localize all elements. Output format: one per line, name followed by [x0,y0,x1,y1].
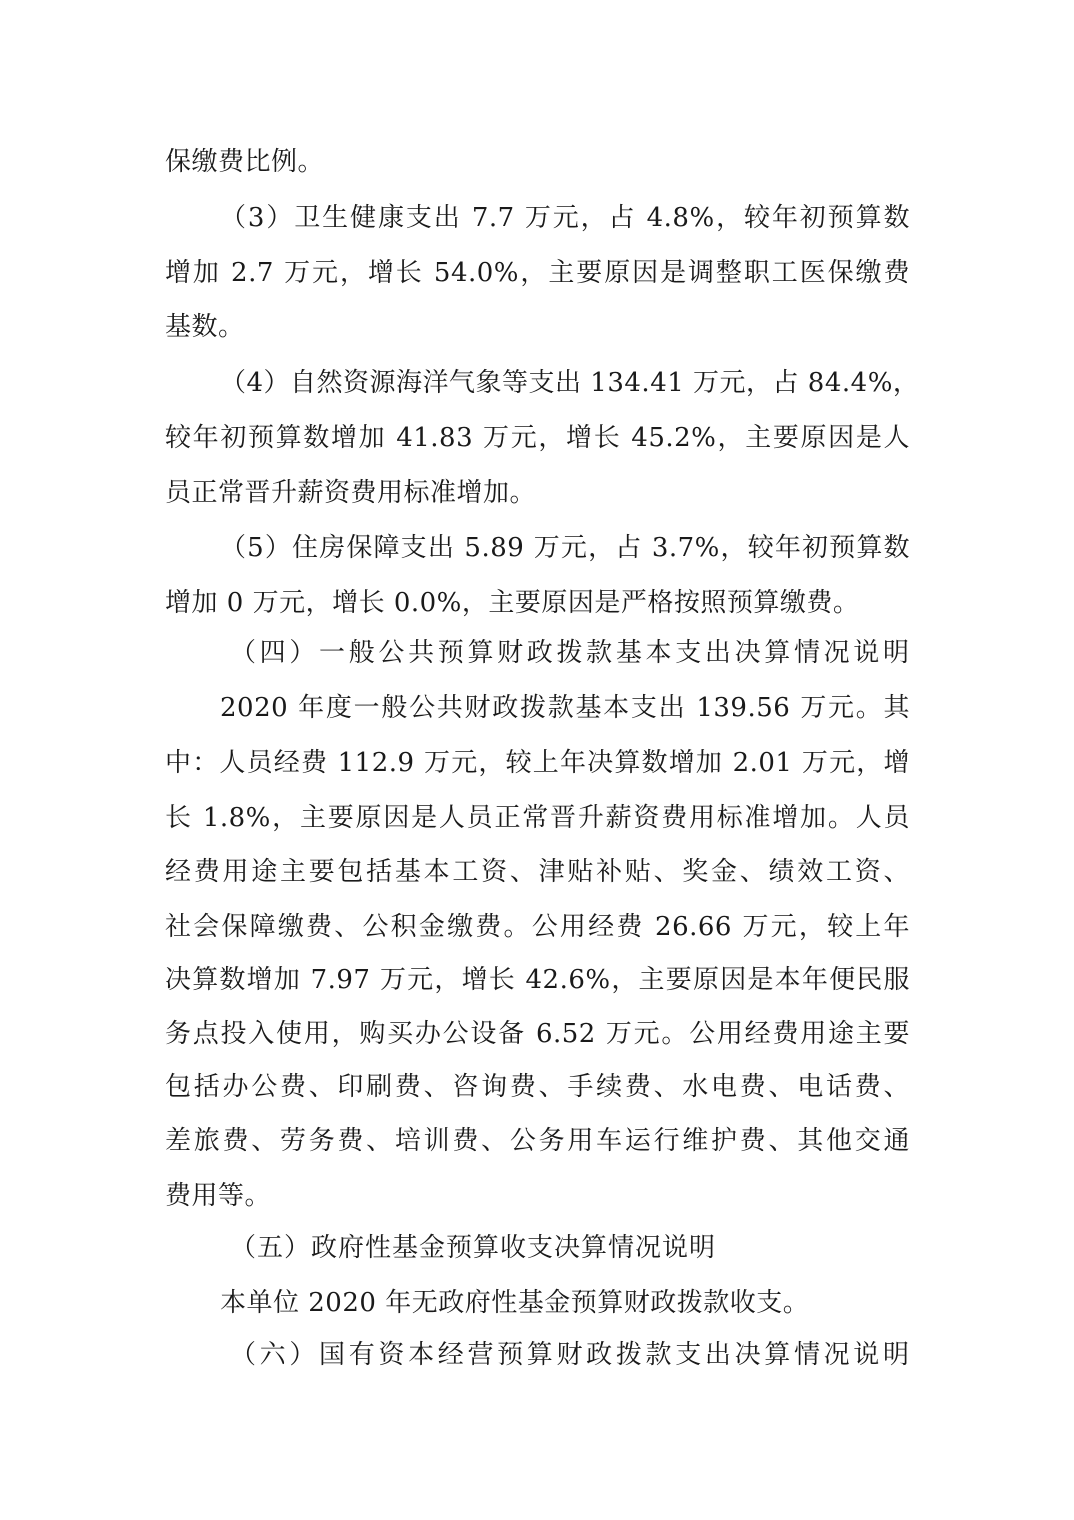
paragraph-line: （4）自然资源海洋气象等支出 134.41 万元，占 84.4%， [220,368,920,398]
paragraph-line: 包括办公费、印刷费、咨询费、手续费、水电费、电话费、 [165,1072,910,1102]
section-heading-5: （五）政府性基金预算收支决算情况说明 [230,1233,717,1263]
paragraph-line: 经费用途主要包括基本工资、津贴补贴、奖金、绩效工资、 [165,857,910,887]
paragraph-line: 增加 2.7 万元，增长 54.0%，主要原因是调整职工医保缴费 [165,258,910,288]
paragraph-line: 中：人员经费 112.9 万元，较上年决算数增加 2.01 万元，增 [165,748,910,778]
paragraph-line: 差旅费、劳务费、培训费、公务用车运行维护费、其他交通 [165,1126,910,1156]
paragraph-line: 保缴费比例。 [165,147,325,177]
paragraph-line: 增加 0 万元，增长 0.0%，主要原因是严格按照预算缴费。 [165,588,860,618]
section-heading-6: （六）国有资本经营预算财政拨款支出决算情况说明 [230,1340,910,1370]
paragraph-line: （5）住房保障支出 5.89 万元，占 3.7%，较年初预算数 [220,533,910,563]
paragraph-line: 长 1.8%，主要原因是人员正常晋升薪资费用标准增加。人员 [165,803,910,833]
paragraph-line: 本单位 2020 年无政府性基金预算财政拨款收支。 [220,1288,810,1318]
paragraph-line: 员正常晋升薪资费用标准增加。 [165,478,537,508]
paragraph-line: 务点投入使用，购买办公设备 6.52 万元。公用经费用途主要 [165,1019,910,1049]
section-heading-4: （四）一般公共预算财政拨款基本支出决算情况说明 [230,638,910,668]
paragraph-line: 2020 年度一般公共财政拨款基本支出 139.56 万元。其 [220,693,910,723]
paragraph-line: 较年初预算数增加 41.83 万元，增长 45.2%，主要原因是人 [165,423,910,453]
paragraph-line: （3）卫生健康支出 7.7 万元，占 4.8%，较年初预算数 [220,203,910,233]
paragraph-line: 决算数增加 7.97 万元，增长 42.6%，主要原因是本年便民服 [165,965,910,995]
paragraph-line: 社会保障缴费、公积金缴费。公用经费 26.66 万元，较上年 [165,912,910,942]
paragraph-line: 基数。 [165,312,245,342]
paragraph-line: 费用等。 [165,1181,272,1211]
